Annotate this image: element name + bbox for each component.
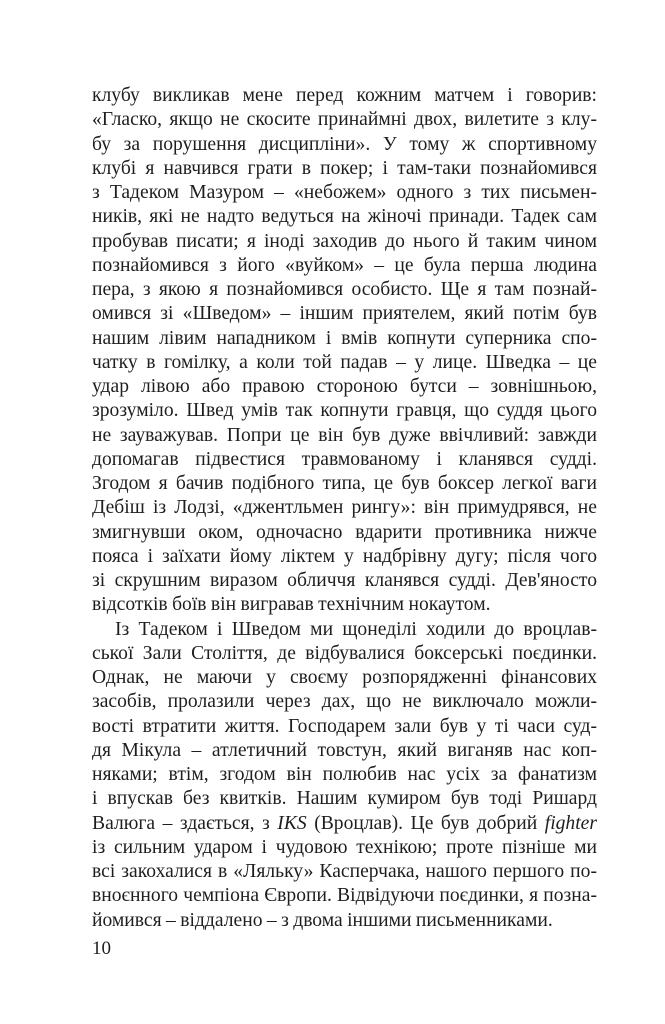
text-line: і впускав без квитків. Нашим кумиром був тоді Ришард [92,788,597,810]
text-line: змигнувши оком, одночасно вдарити противника нижче [92,521,597,543]
text-line: зрозуміло. Швед умів так копнути гравця, що суддя цього [92,400,597,422]
text-line: відсотків боїв він вигравав технічним нокаутом. [92,594,491,616]
text-line: бу за порушення дисципліни». У тому ж спортивному [92,133,597,155]
text-line: з Тадеком Мазуром – «небожем» одного з тих письмен- [92,182,597,203]
text-line: засобів, пролазили через дах, що не виключало можли- [92,691,597,713]
text-line: «Гласко, якщо не скосите принаймні двох, вилетите з клу- [92,109,597,131]
text-line: пояса і заїхати йому ліктем у надбрівну дугу; після чого [92,545,597,567]
text-line [92,812,597,836]
text-line: Згодом я бачив подібного типа, це був боксер легкої ваги [92,473,597,494]
text-line: удар лівою або правою стороною бутси – зовнішньою, [92,376,597,397]
text-line: пробував писати; я іноді заходив до нього й таким чином [92,230,597,252]
text-line: всі закохалися в «Ляльку» Касперчака, нашого першого по- [92,861,597,882]
text-line: вості втратити життя. Господарем зали був у ті часи суд- [92,715,597,737]
text-line: Дебіш із Лодзі, «джентльмен рингу»: він примудрявся, не [92,497,597,519]
text-line: познайомився з його «вуйком» – це була перша людина [92,254,597,276]
text-line: нашим лівим нападником і вмів копнути суперника спо- [92,327,597,349]
text-line: пера, з якою я познайомився особисто. Ще я там познай- [92,279,597,300]
text-line: клубу викликав мене перед кожним матчем і говорив: [92,85,597,106]
text-line: клубі я навчився грати в покер; і там-таки познайомився [92,157,597,179]
text-line: допомагав підвестися травмованому і кланявся судді. [92,448,597,470]
text-line: ників, які не надто ведуться на жіночі принади. Тадек сам [92,206,597,228]
text-line: йомився – віддалено – з двома іншими письменниками. [92,909,553,931]
text-line: не зауважував. Попри це він був дуже ввічливий: завжди [92,424,597,446]
text-line: дя Мікула – атлетичний товстун, який виганяв нас коп- [92,739,597,761]
italic-abbreviation: IKS [277,812,307,834]
italic-word: fighter [544,812,597,834]
text-line: Однак, не маючи у своєму розпорядженні фінансових [92,667,597,688]
text-line: омився зі «Шведом» – іншим приятелем, який потім був [92,303,597,325]
text-run: (Вроцлав). Це був добрий [306,812,545,834]
text-line: Із Тадеком і Шведом ми щонеділі ходили до вроцлав- [115,618,597,640]
text-line: няками; втім, згодом він полюбив нас усіх за фанатизм [92,764,597,785]
text-run: Валюга – здається, з [92,812,278,834]
text-line: чатку в гомілку, а коли той падав – у лице. Шведка – це [92,351,597,373]
page-number: 10 [92,938,111,959]
text-line: зі скрушним виразом обличчя кланявся судді. Дев'яносто [92,570,597,591]
text-line: вноєнного чемпіона Європи. Відвідуючи поєдинки, я позна- [92,885,597,907]
text-line: ської Зали Століття, де відбувалися боксерські поєдинки. [92,642,597,664]
text-line: із сильним ударом і чудовою технікою; проте пізніше ми [92,836,597,858]
body-text [92,84,597,933]
